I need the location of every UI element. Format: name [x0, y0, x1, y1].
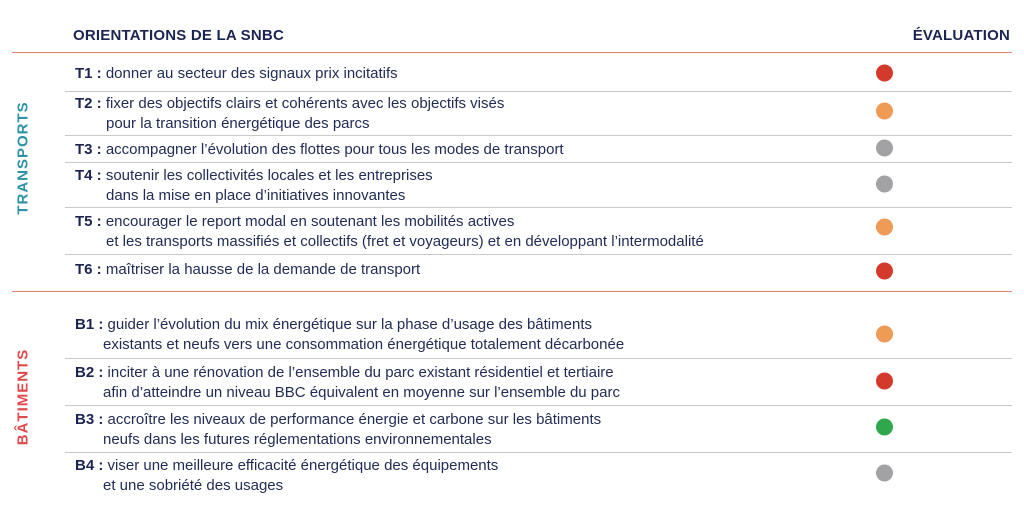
row-text-line1: fixer des objectifs clairs et cohérents avec les objectifs visés: [105, 95, 505, 112]
evaluation-dot: [876, 140, 893, 157]
row-text-line2: afin d’atteindre un niveau BBC équivalent en moyenne sur l’ensemble du parc: [103, 383, 620, 401]
row-t4: [65, 162, 1012, 208]
evaluation-dot: [876, 465, 893, 482]
row-code: T5 :: [75, 212, 102, 230]
row-code: B4 :: [75, 457, 104, 474]
row-t1: [65, 56, 1012, 91]
row-code: B3 :: [75, 410, 104, 428]
row-t2: [65, 91, 1012, 136]
row-code: T3 :: [75, 140, 102, 158]
row-text-line2: pour la transition énergétique des parcs: [106, 115, 370, 132]
evaluation-dot: [876, 419, 893, 436]
evaluation-dot: [876, 373, 893, 390]
row-t5: [65, 207, 1012, 255]
evaluation-dot: [876, 176, 893, 193]
row-b3: [65, 405, 1012, 453]
evaluation-dot: [876, 263, 893, 280]
row-text-line1: maîtriser la hausse de la demande de transport: [105, 261, 421, 278]
row-b1: [65, 312, 1012, 358]
evaluation-dot: [876, 65, 893, 82]
row-text-line1: viser une meilleure efficacité énergétique des équipements: [107, 457, 499, 474]
row-text-line2: neufs dans les futures réglementations environnementales: [103, 430, 492, 448]
row-t3: [65, 135, 1012, 163]
header-orientations: ORIENTATIONS DE LA SNBC: [73, 27, 284, 44]
row-code: B2 :: [75, 363, 104, 381]
section-label-transports: TRANSPORTS: [14, 101, 32, 215]
row-text-line1: guider l’évolution du mix énergétique sur la phase d’usage des bâtiments: [107, 316, 592, 333]
row-code: T6 :: [75, 261, 102, 278]
evaluation-dot: [876, 326, 893, 343]
evaluation-dot: [876, 103, 893, 120]
row-code: T2 :: [75, 95, 102, 112]
header-evaluation: ÉVALUATION: [912, 27, 1010, 44]
row-text-line1: accroître les niveaux de performance énergie et carbone sur les bâtiments: [107, 410, 602, 428]
row-text-line1: soutenir les collectivités locales et les entreprises: [105, 166, 433, 184]
row-text-line1: donner au secteur des signaux prix incitatifs: [105, 64, 398, 82]
row-text-line2: dans la mise en place d’initiatives innovantes: [106, 186, 406, 204]
evaluation-dot: [876, 219, 893, 236]
header-divider: [12, 52, 1012, 53]
section-label-batiments: BÂTIMENTS: [14, 348, 32, 446]
row-b4: [65, 452, 1012, 499]
row-text-line2: existants et neufs vers une consommation énergétique totalement décarbonée: [103, 336, 625, 353]
row-code: T1 :: [75, 64, 102, 82]
row-code: B1 :: [75, 316, 104, 333]
row-text-line1: inciter à une rénovation de l’ensemble du parc existant résidentiel et tertiaire: [107, 363, 614, 381]
row-text-line2: et les transports massifiés et collectifs (fret et voyageurs) et en développant l’intermodalité: [106, 232, 704, 250]
row-b2: [65, 358, 1012, 406]
row-text-line1: accompagner l’évolution des flottes pour tous les modes de transport: [105, 140, 564, 158]
row-t6: [65, 254, 1012, 285]
section-divider: [12, 291, 1012, 292]
row-text-line1: encourager le report modal en soutenant les mobilités actives: [105, 212, 515, 230]
row-code: T4 :: [75, 166, 102, 184]
row-text-line2: et une sobriété des usages: [103, 477, 284, 494]
